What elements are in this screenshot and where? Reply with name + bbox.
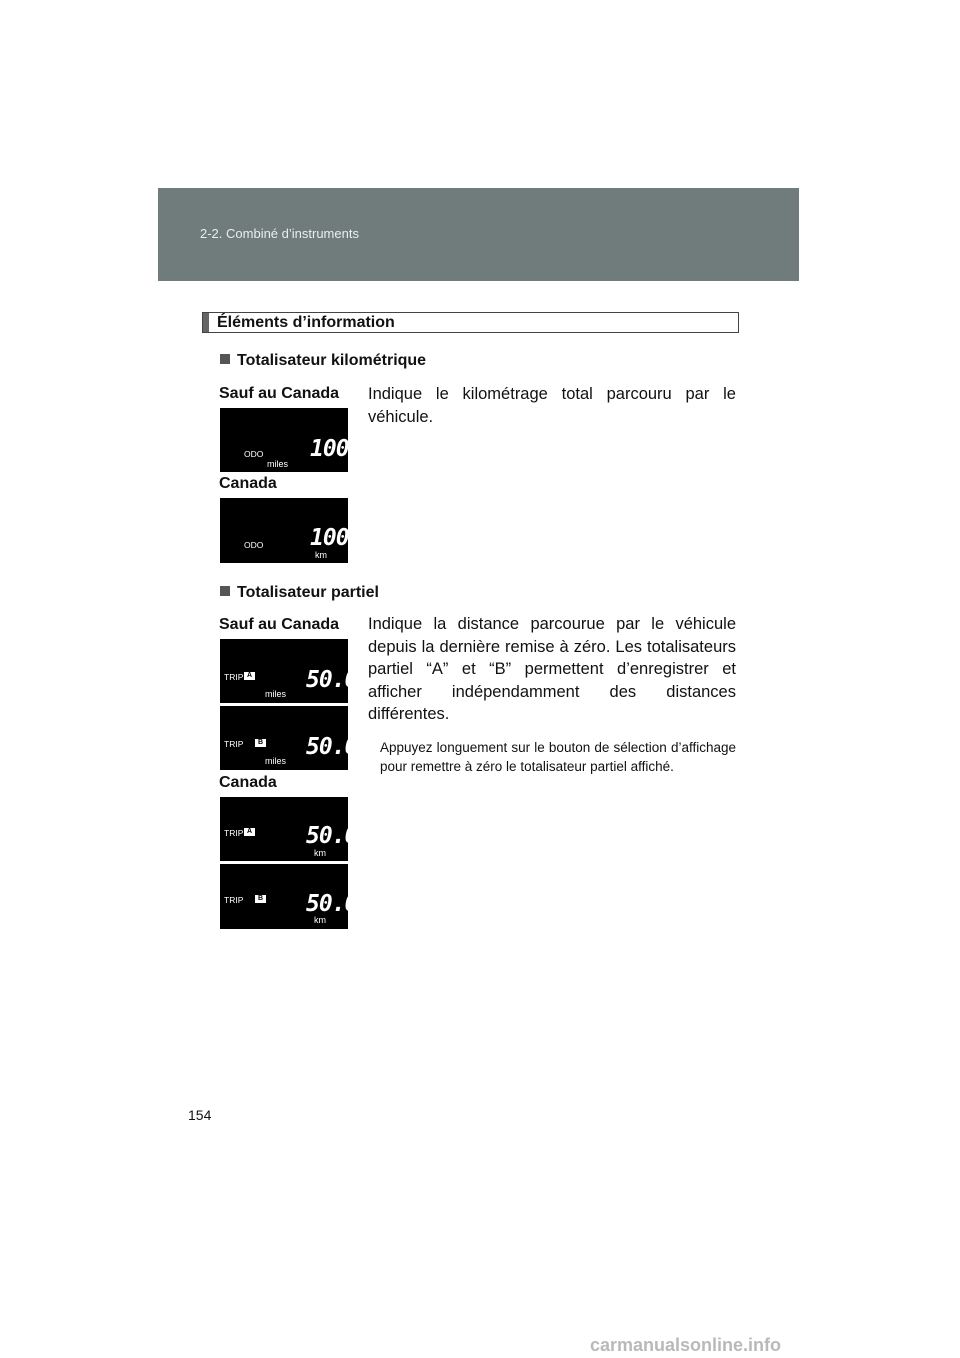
trip-value: 50.0 bbox=[306, 823, 358, 849]
label-except-canada-odo: Sauf au Canada bbox=[219, 385, 340, 402]
odometer-display-km bbox=[220, 498, 348, 563]
trip-note: Appuyez longuement sur le bouton de sélection d’affichage pour remettre à zéro le totalisateur partiel affiché. bbox=[380, 740, 736, 774]
trip-letter-badge: A bbox=[244, 828, 255, 836]
trip-tag: TRIP bbox=[224, 672, 244, 682]
trip-tag: TRIP bbox=[224, 828, 244, 838]
trip-value: 50.0 bbox=[306, 667, 358, 693]
title-bar-accent bbox=[203, 313, 209, 332]
page-number: 154 bbox=[188, 1107, 212, 1123]
trip-letter-badge: B bbox=[255, 739, 266, 747]
trip-letter-badge: B bbox=[255, 895, 266, 903]
unit-label: km bbox=[314, 915, 326, 925]
label-except-canada-trip: Sauf au Canada bbox=[219, 616, 340, 633]
trip-value: 50.0 bbox=[306, 734, 358, 760]
trip-b-display-miles bbox=[220, 706, 358, 770]
odo-value: 100 bbox=[310, 525, 349, 551]
trip-description: Indique la distance parcourue par le véhicule depuis la dernière remise à zéro. Les totalisateurs partiel “A” et “B” permettent d’enregistrer et afficher indépendamment des distances différentes. bbox=[368, 615, 736, 723]
odo-tag: ODO bbox=[244, 540, 264, 550]
unit-label: miles bbox=[265, 689, 287, 699]
square-bullet-icon bbox=[220, 354, 230, 364]
label-canada-odo: Canada bbox=[219, 475, 277, 492]
trip-heading: Totalisateur partiel bbox=[220, 584, 379, 602]
odo-value: 100 bbox=[310, 436, 349, 462]
watermark: carmanualsonline.info bbox=[590, 1335, 782, 1355]
trip-a-display-km bbox=[220, 797, 358, 861]
unit-label: km bbox=[315, 550, 327, 560]
info-box-title bbox=[202, 312, 739, 333]
header-band bbox=[158, 188, 799, 281]
odometer-display-miles bbox=[220, 408, 348, 472]
trip-b-display-km bbox=[220, 864, 358, 929]
trip-tag: TRIP bbox=[224, 739, 244, 749]
label-canada-trip: Canada bbox=[219, 774, 277, 791]
unit-label: km bbox=[314, 848, 326, 858]
unit-label: miles bbox=[267, 459, 289, 469]
trip-letter-badge: A bbox=[244, 672, 255, 680]
box-title-text: Éléments d’information bbox=[217, 314, 395, 331]
unit-label: miles bbox=[265, 756, 287, 766]
trip-tag: TRIP bbox=[224, 895, 244, 905]
square-bullet-icon bbox=[220, 586, 230, 596]
trip-a-display-miles bbox=[220, 639, 358, 703]
odometer-heading: Totalisateur kilométrique bbox=[220, 352, 426, 370]
odometer-description: Indique le kilométrage total parcouru par le véhicule. bbox=[368, 385, 736, 426]
odo-tag: ODO bbox=[244, 449, 264, 459]
section-title: 2-2. Combiné d’instruments bbox=[200, 226, 359, 241]
trip-value: 50.0 bbox=[306, 891, 358, 917]
